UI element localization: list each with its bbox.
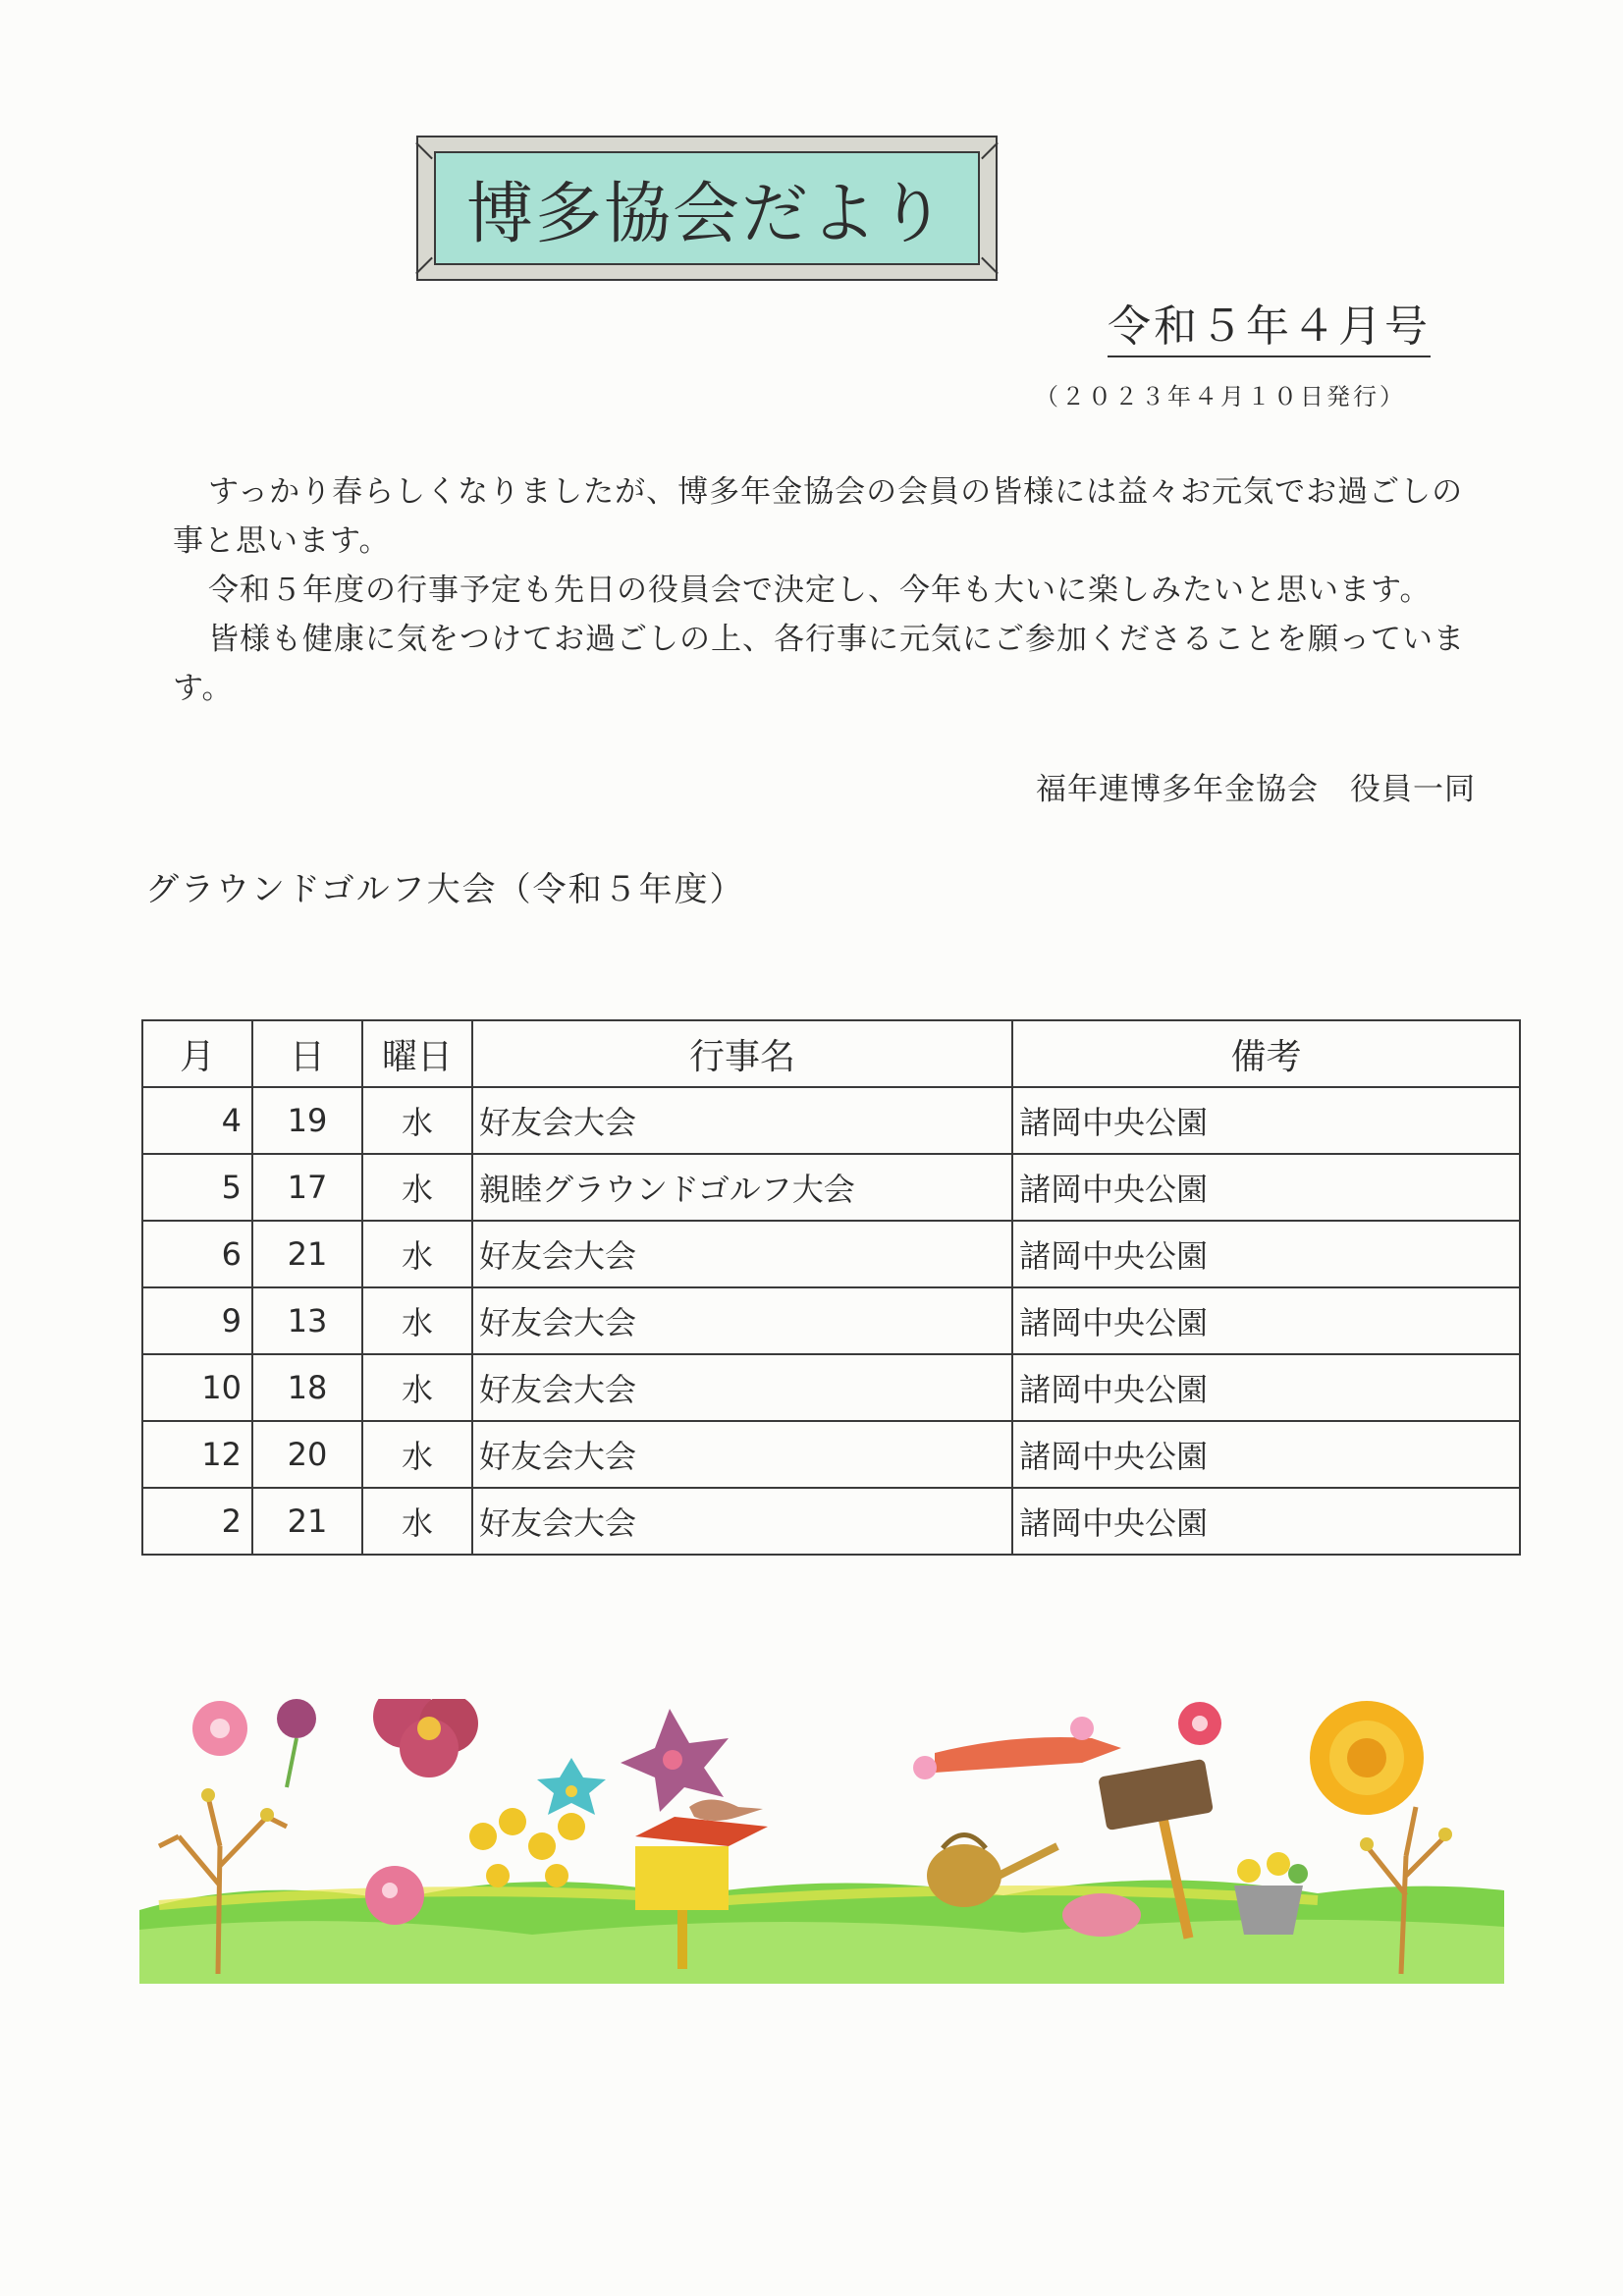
cell-note: 諸岡中央公園 xyxy=(1012,1087,1520,1154)
cell-event: 親睦グラウンドゴルフ大会 xyxy=(472,1154,1012,1221)
purple-flower xyxy=(277,1699,316,1787)
bud xyxy=(1360,1837,1374,1851)
purple-star-flower xyxy=(621,1709,729,1812)
table-header-row xyxy=(142,1020,1520,1087)
header-month: 月 xyxy=(142,1020,252,1087)
pink-rock xyxy=(1062,1893,1141,1937)
cell-day: 19 xyxy=(252,1087,362,1154)
cell-event: 好友会大会 xyxy=(472,1221,1012,1287)
cell-day: 21 xyxy=(252,1221,362,1287)
table-row xyxy=(142,1421,1520,1488)
red-flower xyxy=(1178,1702,1221,1745)
grass-highlight xyxy=(139,1920,1504,1984)
cell-note: 諸岡中央公園 xyxy=(1012,1354,1520,1421)
pink-flower-left xyxy=(192,1701,247,1756)
cell-day: 13 xyxy=(252,1287,362,1354)
table-row xyxy=(142,1087,1520,1154)
header-weekday: 曜日 xyxy=(362,1020,472,1087)
cell-event: 好友会大会 xyxy=(472,1287,1012,1354)
cell-weekday: 水 xyxy=(362,1354,472,1421)
bud xyxy=(201,1788,215,1802)
table-row xyxy=(142,1287,1520,1354)
cell-note: 諸岡中央公園 xyxy=(1012,1154,1520,1221)
cell-weekday: 水 xyxy=(362,1421,472,1488)
header-day: 日 xyxy=(252,1020,362,1087)
cell-day: 20 xyxy=(252,1421,362,1488)
cell-day: 17 xyxy=(252,1154,362,1221)
bud xyxy=(260,1808,274,1822)
title-box xyxy=(416,136,998,281)
cell-event: 好友会大会 xyxy=(472,1087,1012,1154)
cell-event: 好友会大会 xyxy=(472,1421,1012,1488)
header-event: 行事名 xyxy=(472,1020,1012,1087)
issue-label: 令和５年４月号 xyxy=(1108,291,1431,357)
title-panel xyxy=(434,151,980,265)
cell-weekday: 水 xyxy=(362,1221,472,1287)
cell-month: 2 xyxy=(142,1488,252,1555)
teal-star-flower xyxy=(537,1758,606,1815)
greeting-paragraph-1: すっかり春らしくなりましたが、博多年金協会の会員の皆様には益々お元気でお過ごしの事と思います。 xyxy=(173,474,1464,559)
header-note: 備考 xyxy=(1012,1020,1520,1087)
signature: 福年連博多年金協会 役員一同 xyxy=(1036,772,1476,807)
cell-day: 21 xyxy=(252,1488,362,1555)
yellow-flowers xyxy=(469,1808,585,1887)
cell-month: 6 xyxy=(142,1221,252,1287)
cell-note: 諸岡中央公園 xyxy=(1012,1287,1520,1354)
table-row xyxy=(142,1354,1520,1421)
bud xyxy=(1438,1828,1452,1841)
schedule-table xyxy=(141,1019,1521,1556)
cell-month: 9 xyxy=(142,1287,252,1354)
cell-month: 12 xyxy=(142,1421,252,1488)
cell-note: 諸岡中央公園 xyxy=(1012,1488,1520,1555)
table-row xyxy=(142,1221,1520,1287)
greeting-paragraph-3: 皆様も健康に気をつけてお過ごしの上、各行事に元気にご参加くださることを願っています。 xyxy=(173,622,1465,706)
cell-month: 4 xyxy=(142,1087,252,1154)
cell-month: 5 xyxy=(142,1154,252,1221)
section-title: グラウンドゴルフ大会（令和５年度） xyxy=(145,870,745,909)
cell-weekday: 水 xyxy=(362,1087,472,1154)
cell-event: 好友会大会 xyxy=(472,1488,1012,1555)
ribbon-banner xyxy=(935,1737,1121,1773)
cell-note: 諸岡中央公園 xyxy=(1012,1421,1520,1488)
table-row xyxy=(142,1488,1520,1555)
cell-day: 18 xyxy=(252,1354,362,1421)
magenta-flower xyxy=(373,1699,478,1777)
greeting-paragraph-2: 令和５年度の行事予定も先日の役員会で決定し、今年も大いに楽しみたいと思います。 xyxy=(208,573,1432,608)
table-row xyxy=(142,1154,1520,1221)
cell-weekday: 水 xyxy=(362,1287,472,1354)
cell-note: 諸岡中央公園 xyxy=(1012,1221,1520,1287)
sunflower xyxy=(1310,1701,1424,1815)
page-title: 博多協会だより xyxy=(465,175,947,253)
pink-bush xyxy=(365,1866,424,1925)
greeting-text xyxy=(173,467,1488,713)
cell-weekday: 水 xyxy=(362,1488,472,1555)
publication-date: （２０２３年４月１０日発行） xyxy=(1035,383,1406,410)
cell-event: 好友会大会 xyxy=(472,1354,1012,1421)
flower-garden-illustration xyxy=(139,1699,1504,1984)
cell-month: 10 xyxy=(142,1354,252,1421)
cell-weekday: 水 xyxy=(362,1154,472,1221)
